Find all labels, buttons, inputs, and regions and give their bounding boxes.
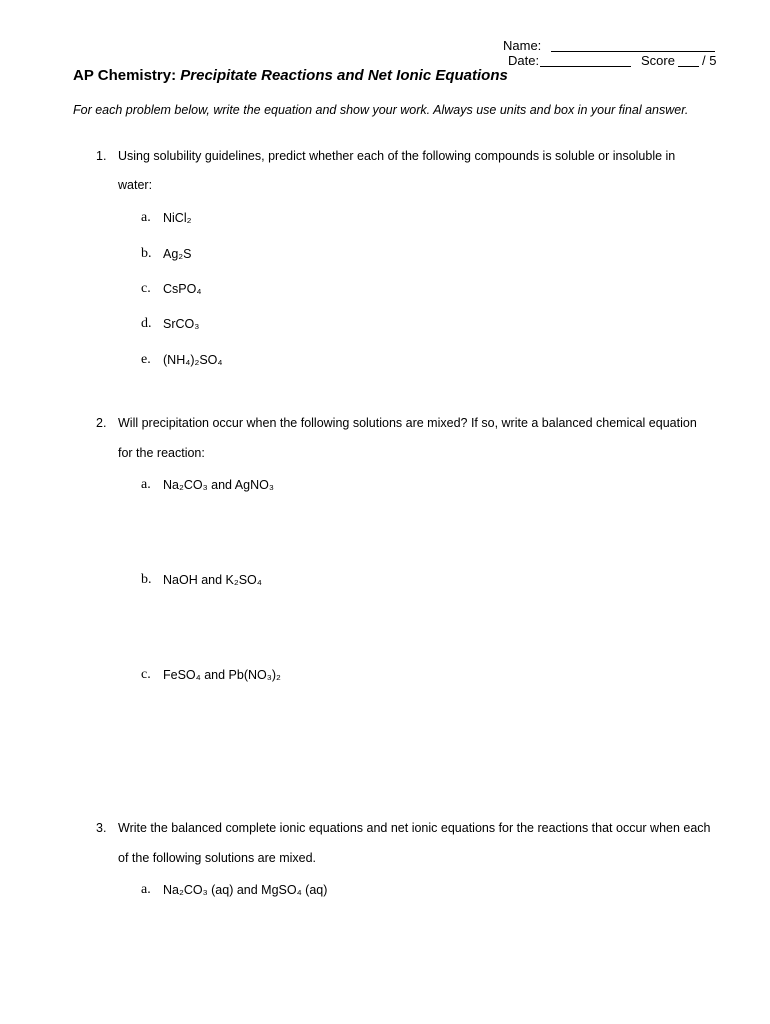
q1-item-d-formula: SrCO₃ [163,317,200,331]
q1-item-e-formula: (NH₄)₂SO₄ [163,353,223,367]
score-label: Score [641,53,675,68]
instructions: For each problem below, write the equation and show your work. Always use units and box in your final answer. [73,103,689,117]
question-3-text: Write the balanced complete ionic equations and net ionic equations for the reactions that occur when each [118,821,711,835]
q1-item-c-letter: c. [141,281,151,296]
question-1-number: 1. [96,149,107,163]
q1-item-a-letter: a. [141,210,151,225]
q3-item-a-letter: a. [141,882,151,897]
title-prefix: AP Chemistry: [73,67,181,84]
q2-item-c-formula: FeSO₄ and Pb(NO₃)₂ [163,668,281,682]
q2-item-b-formula: NaOH and K₂SO₄ [163,573,262,587]
score-total: / 5 [702,53,717,68]
q1-item-a-formula: NiCl₂ [163,211,192,225]
question-2-number: 2. [96,416,107,430]
title-topic: Precipitate Reactions and Net Ionic Equations [180,67,508,84]
question-2-text: Will precipitation occur when the following solutions are mixed? If so, write a balanced chemical equation [118,416,697,430]
date-label: Date: [508,53,540,68]
q1-item-c-formula: CsPO₄ [163,282,202,296]
q1-item-d-letter: d. [141,316,152,331]
q1-item-e-letter: e. [141,352,151,367]
question-1-text: Using solubility guidelines, predict whether each of the following compounds is soluble or insoluble in [118,149,676,163]
question-3-text-cont: of the following solutions are mixed. [118,851,317,865]
score-field[interactable] [678,66,699,67]
q2-item-a-letter: a. [141,477,151,492]
question-3-number: 3. [96,821,107,835]
q2-item-c-letter: c. [141,667,151,682]
q1-item-b-formula: Ag₂S [163,247,192,261]
q2-item-a-formula: Na₂CO₃ and AgNO₃ [163,478,274,492]
question-1-text-cont: water: [118,178,153,192]
question-2-text-cont: for the reaction: [118,446,205,460]
name-label: Name: [503,38,542,53]
date-field[interactable] [540,66,631,67]
page-title [73,67,508,84]
name-field[interactable] [551,51,715,52]
q2-item-b-letter: b. [141,572,152,587]
q1-item-b-letter: b. [141,246,152,261]
q3-item-a-formula: Na₂CO₃ (aq) and MgSO₄ (aq) [163,883,328,897]
